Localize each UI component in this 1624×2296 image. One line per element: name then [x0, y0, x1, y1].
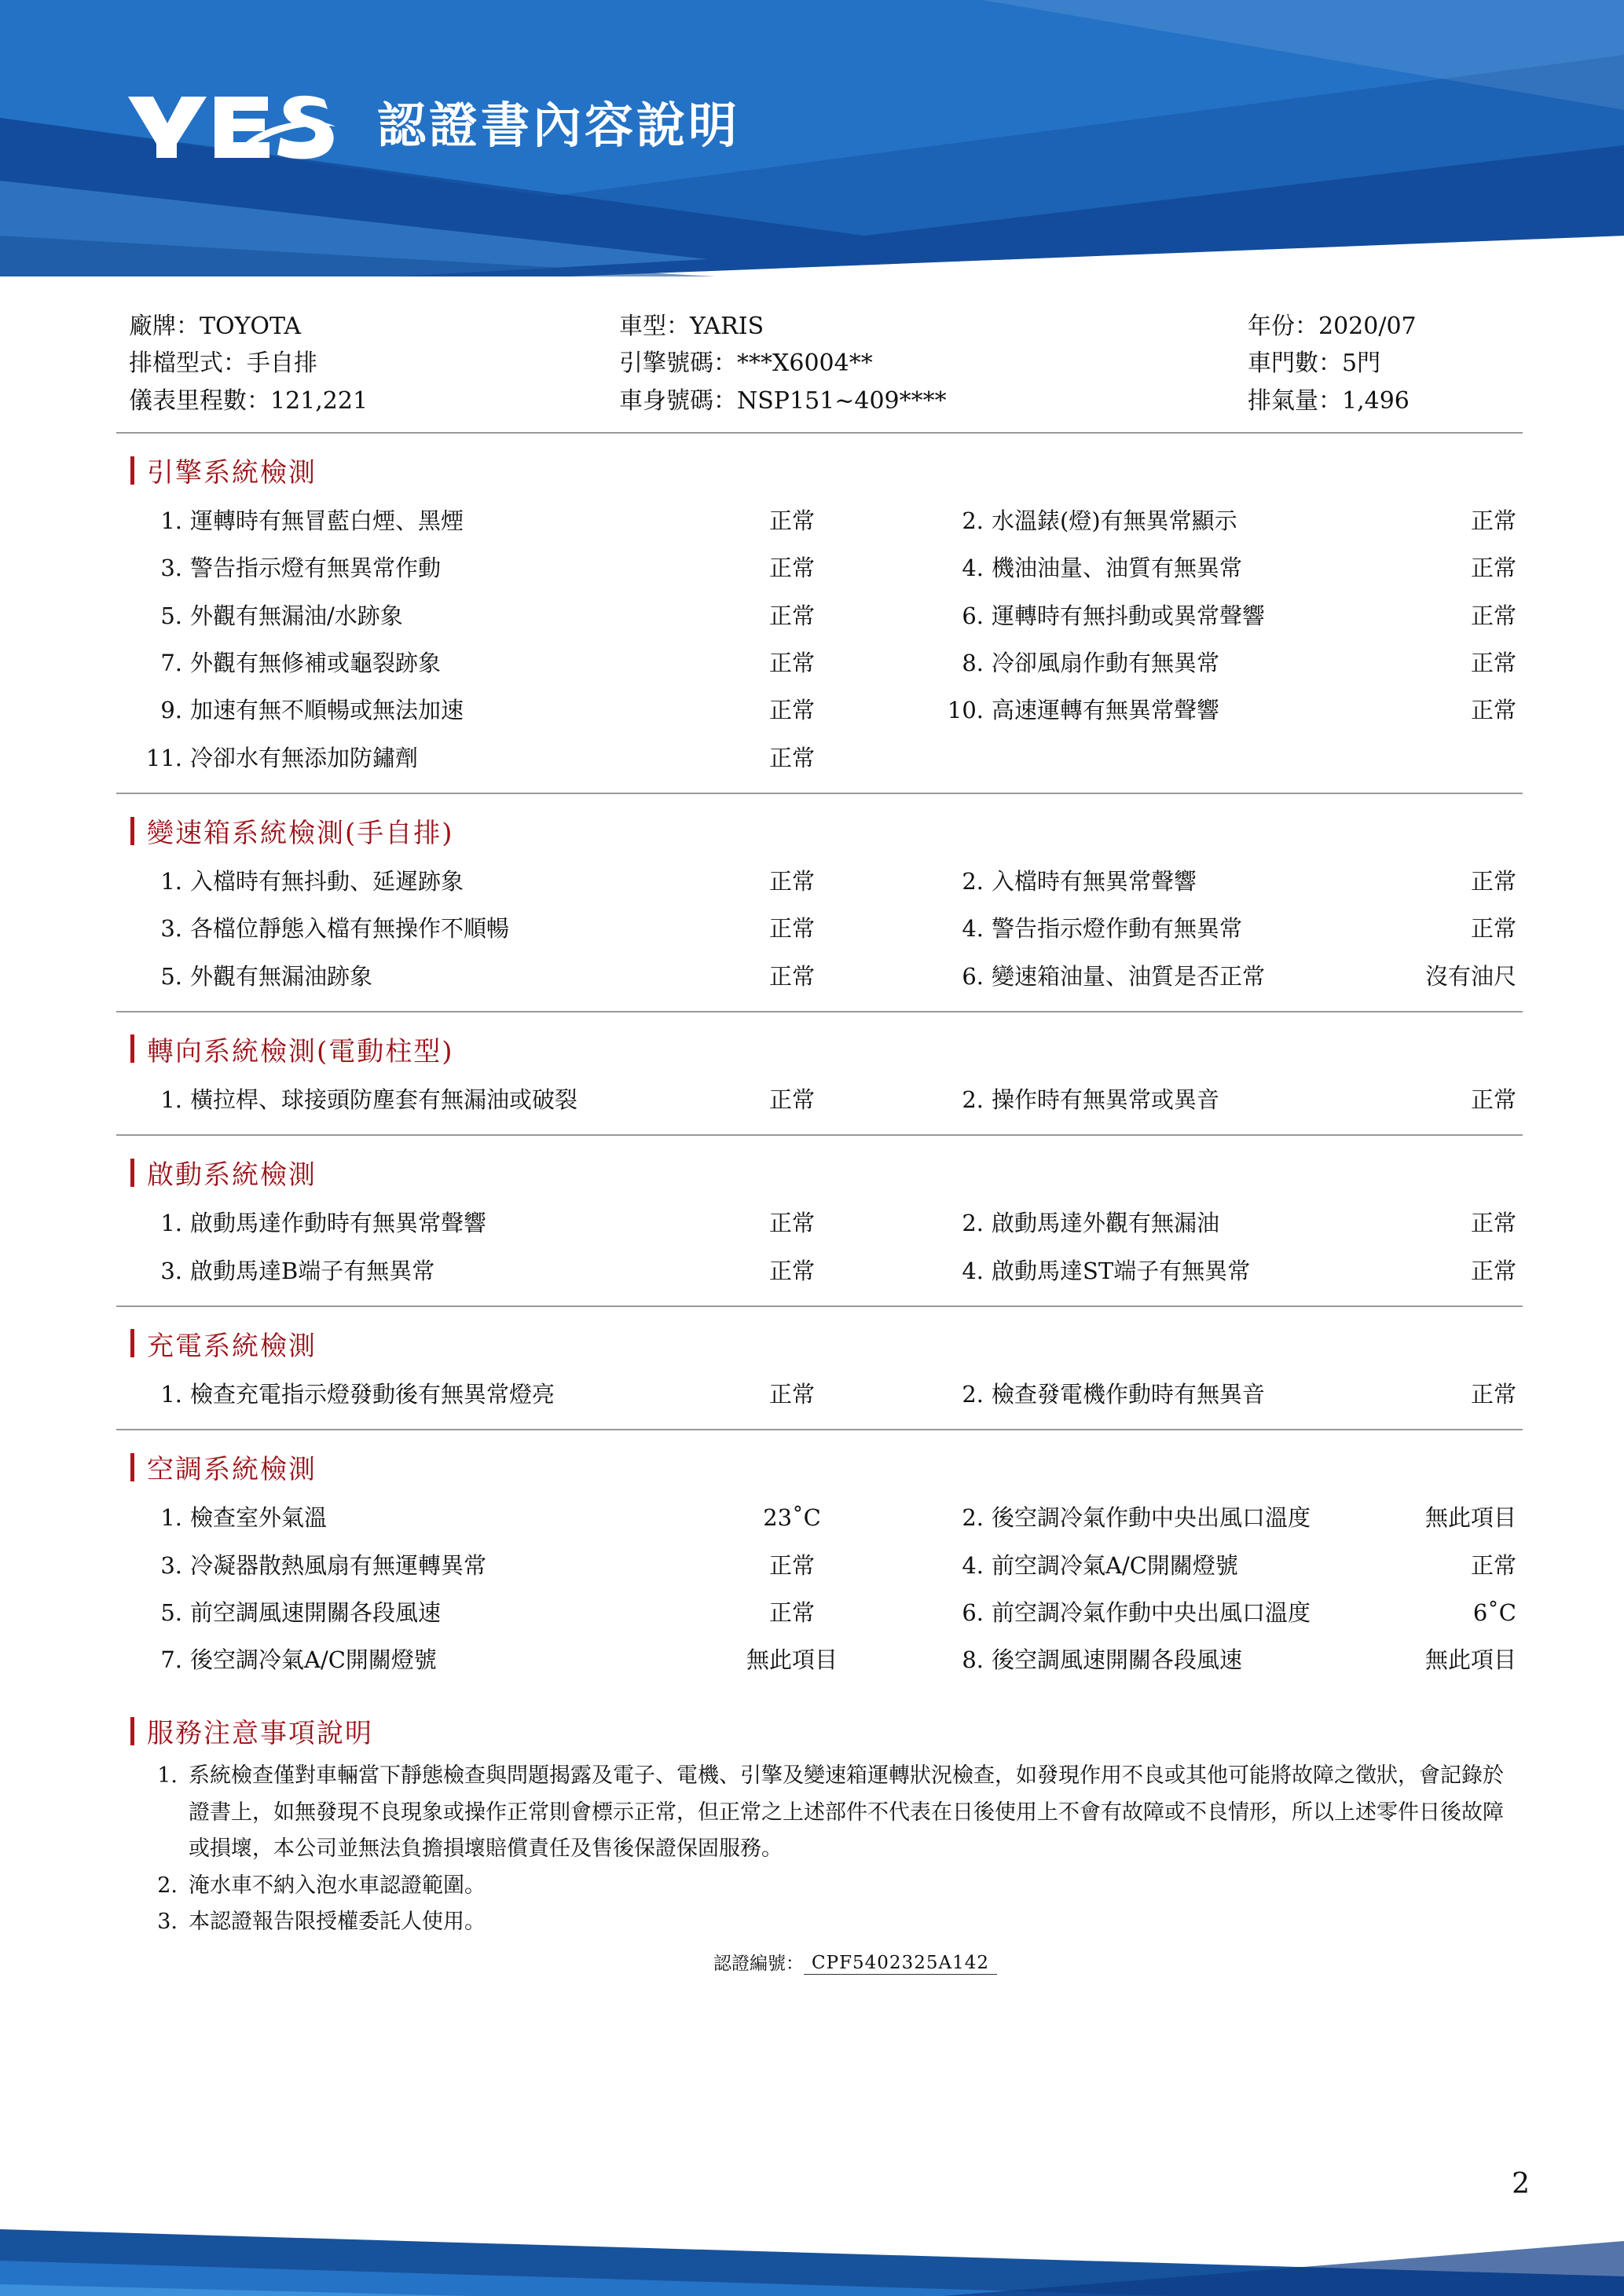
item-label: 機油油量、油質有無異常: [992, 555, 1243, 582]
section-accent-bar: [130, 817, 134, 845]
note-text: 系統檢查僅對車輛當下靜態檢查與問題揭露及電子、電機、引擎及變速箱運轉狀況檢查，如發現作用不良或其他可能將故障之徵狀，會記錄於證書上，如無發現不良現象或操作正常則會標示正常，但正常之上述部件不代表在日後使用上不會有故障或不良情形，所以上述零件日後故障或損壞，本公司並無法負擔損壞賠償責任及售後保證保固服務。: [189, 1763, 1504, 1862]
inspection-sections: [116, 451, 1523, 1694]
note-number: 1.: [157, 1763, 178, 1789]
inspection-section: [116, 1030, 1523, 1136]
certificate-number-label: 認證編號：: [713, 1953, 804, 1974]
item-result: 正常: [1470, 1551, 1516, 1579]
section-title-row: [130, 1153, 1523, 1192]
inspection-item: [871, 953, 1523, 1000]
item-label: 警告指示燈有無異常作動: [190, 555, 442, 582]
item-number: 7.: [160, 1646, 182, 1674]
item-number: 2.: [962, 1504, 984, 1532]
vehicle-info-displacement: 排氣量：1,496: [1248, 386, 1410, 415]
inspection-item: [871, 858, 1523, 905]
item-label: 啟動馬達ST端子有無異常: [992, 1257, 1251, 1284]
item-result: 正常: [768, 650, 815, 677]
section-accent-bar: [130, 456, 134, 485]
section-title-row: [130, 1448, 1523, 1486]
inspection-item: [871, 639, 1523, 687]
note-text: 淹水車不納入泡水車認證範圍。: [189, 1873, 486, 1898]
item-number: 9.: [160, 697, 182, 724]
item-number: 1.: [160, 507, 182, 535]
section-title-row: [130, 1030, 1523, 1068]
service-notes-section: [116, 1712, 1523, 1982]
item-number: 2.: [962, 1086, 984, 1113]
vehicle-info-brand: 廠牌：TOYOTA: [129, 313, 302, 340]
vehicle-info-column-1: [116, 308, 619, 419]
inspection-item: [116, 1494, 871, 1541]
header-title: 認證書內容說明: [377, 97, 741, 154]
certificate-number-value: CPF5402325A142: [804, 1953, 997, 1975]
item-result: 正常: [768, 555, 815, 582]
item-label: 警告指示燈作動有無異常: [992, 915, 1243, 943]
inspection-item: [116, 544, 871, 591]
inspection-item: [871, 1636, 1523, 1683]
item-label: 後空調風速開關各段風速: [992, 1646, 1243, 1674]
vehicle-info-mileage: 儀表里程數：121,221: [129, 386, 368, 415]
section-title: 啟動系統檢測: [147, 1159, 317, 1192]
item-label: 前空調冷氣A/C開關燈號: [992, 1551, 1238, 1579]
inspection-item: [871, 1371, 1523, 1418]
item-label: 檢查室外氣溫: [190, 1504, 328, 1532]
inspection-row: [116, 858, 1523, 905]
item-number: 4.: [962, 1551, 984, 1579]
item-label: 入檔時有無異常聲響: [992, 868, 1197, 895]
item-result: 正常: [768, 1380, 815, 1408]
item-number: 3.: [160, 1551, 182, 1579]
inspection-row: [116, 1076, 1523, 1123]
inspection-item: [871, 592, 1523, 639]
section-items: [116, 1076, 1523, 1123]
vehicle-info-doors: 車門數：5門: [1248, 350, 1381, 378]
inspection-row: [116, 1542, 1523, 1589]
item-label: 高速運轉有無異常聲響: [992, 697, 1220, 724]
item-number: 2.: [962, 1380, 984, 1408]
item-label: 前空調風速開關各段風速: [190, 1598, 442, 1626]
section-title: 引擎系統檢測: [147, 457, 317, 489]
item-number: 5.: [160, 1598, 182, 1626]
inspection-row: [116, 497, 1523, 544]
inspection-item: [116, 1542, 871, 1589]
inspection-row: [116, 905, 1523, 952]
service-notes-title-row: [130, 1712, 1523, 1750]
inspection-item: [871, 497, 1523, 544]
certificate-number-row: [713, 1949, 1523, 1975]
item-number: 4.: [962, 915, 984, 943]
item-number: 3.: [160, 1257, 182, 1284]
inspection-item: [116, 687, 871, 734]
item-label: 啟動馬達外觀有無漏油: [992, 1210, 1220, 1237]
item-label: 冷卻風扇作動有無異常: [992, 650, 1220, 677]
section-accent-bar: [130, 1717, 134, 1745]
section-accent-bar: [130, 1453, 134, 1481]
vehicle-info-column-2: [619, 308, 1248, 419]
section-accent-bar: [130, 1329, 134, 1357]
inspection-item: [871, 1076, 1523, 1123]
item-label: 啟動馬達B端子有無異常: [190, 1257, 435, 1284]
inspection-item: [116, 953, 871, 1000]
item-result: 正常: [768, 602, 815, 629]
section-items: [116, 1494, 1523, 1683]
item-number: 8.: [962, 650, 984, 677]
note-number: 2.: [157, 1873, 178, 1898]
item-result: 正常: [1470, 650, 1516, 677]
item-label: 水溫錶(燈)有無異常顯示: [992, 507, 1237, 535]
vehicle-info-block: [116, 308, 1523, 434]
inspection-item: [116, 592, 871, 639]
inspection-item: [871, 1589, 1523, 1636]
item-number: 2.: [962, 507, 984, 535]
inspection-item: [871, 1542, 1523, 1589]
service-notes-list: [116, 1758, 1523, 1940]
item-result: 無此項目: [1424, 1504, 1516, 1532]
item-number: 11.: [145, 744, 182, 771]
item-result: 正常: [1470, 868, 1516, 895]
item-number: 1.: [160, 1504, 182, 1532]
inspection-row: [116, 1589, 1523, 1636]
item-number: 3.: [160, 915, 182, 943]
yes-logo-icon: [122, 82, 342, 169]
item-label: 各檔位靜態入檔有無操作不順暢: [190, 915, 510, 943]
item-result: 6˚C: [1472, 1598, 1516, 1626]
inspection-item: [116, 1076, 871, 1123]
item-result: 正常: [768, 697, 815, 724]
inspection-section: [116, 1448, 1523, 1694]
item-result: 正常: [1470, 1210, 1516, 1237]
inspection-item: [116, 497, 871, 544]
inspection-item: [116, 1247, 871, 1294]
item-result: 正常: [768, 1598, 815, 1626]
item-result: 正常: [768, 507, 815, 535]
vehicle-info-engine-number: 引擎號碼：***X6004**: [619, 350, 873, 378]
service-notes-title: 服務注意事項說明: [147, 1718, 373, 1750]
item-result: 正常: [768, 962, 815, 990]
item-result: 無此項目: [1424, 1646, 1516, 1674]
note-number: 3.: [157, 1910, 178, 1935]
item-label: 冷卻水有無添加防鏽劑: [190, 744, 419, 771]
page-number: 2: [1512, 2168, 1530, 2200]
item-result: 正常: [1470, 507, 1516, 535]
item-label: 檢查充電指示燈發動後有無異常燈亮: [190, 1380, 555, 1408]
section-items: [116, 1199, 1523, 1294]
item-number: 2.: [962, 868, 984, 895]
item-number: 5.: [160, 602, 182, 629]
vehicle-info-year: 年份：2020/07: [1248, 313, 1417, 340]
section-title: 變速箱系統檢測(手自排): [147, 818, 454, 850]
inspection-item: [116, 1371, 871, 1418]
item-result: 沒有油尺: [1424, 962, 1516, 990]
item-result: 正常: [768, 915, 815, 943]
item-result: 正常: [1470, 697, 1516, 724]
item-number: 1.: [160, 1086, 182, 1113]
vehicle-info-column-3: [1248, 308, 1523, 419]
item-label: 後空調冷氣作動中央出風口溫度: [992, 1504, 1311, 1532]
item-result: 正常: [1470, 555, 1516, 582]
item-number: 6.: [962, 1598, 984, 1626]
item-number: 7.: [160, 650, 182, 677]
section-title: 空調系統檢測: [147, 1454, 317, 1486]
item-result: 正常: [768, 1257, 815, 1284]
inspection-item: [871, 687, 1523, 734]
inspection-section: [116, 1153, 1523, 1307]
service-note: [145, 1758, 1523, 1867]
item-result: 正常: [768, 1210, 815, 1237]
section-title: 充電系統檢測: [147, 1330, 317, 1362]
section-accent-bar: [130, 1159, 134, 1187]
item-number: 5.: [160, 962, 182, 990]
inspection-item: [116, 858, 871, 905]
inspection-item: [116, 905, 871, 952]
item-number: 1.: [160, 1380, 182, 1408]
item-number: 1.: [160, 1210, 182, 1237]
item-label: 啟動馬達作動時有無異常聲響: [190, 1210, 487, 1237]
inspection-item: [116, 1589, 871, 1636]
section-items: [116, 497, 1523, 782]
item-number: 6.: [962, 602, 984, 629]
inspection-item: [871, 544, 1523, 591]
inspection-item: [116, 639, 871, 687]
inspection-row: [116, 1636, 1523, 1683]
item-label: 外觀有無修補或龜裂跡象: [190, 650, 442, 677]
page-header: [0, 0, 1624, 298]
item-label: 操作時有無異常或異音: [992, 1086, 1220, 1113]
document-body: [116, 308, 1523, 1983]
item-result: 23˚C: [763, 1504, 821, 1532]
inspection-section: [116, 1324, 1523, 1430]
inspection-item: [871, 1199, 1523, 1247]
item-number: 2.: [962, 1210, 984, 1237]
item-label: 冷凝器散熱風扇有無運轉異常: [190, 1551, 487, 1579]
inspection-row: [116, 734, 1523, 782]
item-result: 正常: [768, 744, 815, 771]
item-label: 運轉時有無抖動或異常聲響: [992, 602, 1266, 629]
item-number: 4.: [962, 1257, 984, 1284]
section-items: [116, 1371, 1523, 1418]
vehicle-info-vin: 車身號碼：NSP151~409****: [619, 386, 947, 415]
inspection-row: [116, 953, 1523, 1000]
item-label: 入檔時有無抖動、延遲跡象: [190, 868, 464, 895]
inspection-item: [116, 1199, 871, 1247]
service-note: [145, 1868, 1523, 1904]
inspection-row: [116, 1494, 1523, 1541]
item-label: 外觀有無漏油/水跡象: [190, 602, 403, 629]
item-number: 10.: [947, 697, 984, 724]
vehicle-info-model: 車型：YARIS: [619, 313, 764, 340]
item-result: 正常: [1470, 602, 1516, 629]
item-number: 4.: [962, 555, 984, 582]
inspection-item: [871, 734, 1523, 782]
inspection-row: [116, 1199, 1523, 1247]
inspection-row: [116, 687, 1523, 734]
inspection-row: [116, 639, 1523, 687]
item-result: 正常: [1470, 915, 1516, 943]
inspection-section: [116, 451, 1523, 794]
inspection-row: [116, 592, 1523, 639]
item-label: 運轉時有無冒藍白煙、黑煙: [190, 507, 464, 535]
item-result: 正常: [768, 868, 815, 895]
section-title-row: [130, 1324, 1523, 1363]
item-label: 加速有無不順暢或無法加速: [190, 697, 464, 724]
item-label: 變速箱油量、油質是否正常: [992, 962, 1266, 990]
item-result: 正常: [1470, 1086, 1516, 1113]
inspection-item: [871, 1247, 1523, 1294]
item-result: 正常: [1470, 1257, 1516, 1284]
item-label: 後空調冷氣A/C開關燈號: [190, 1646, 437, 1674]
page-footer-decoration: [0, 2166, 1624, 2296]
inspection-row: [116, 544, 1523, 591]
item-number: 3.: [160, 555, 182, 582]
item-label: 檢查發電機作動時有無異音: [992, 1380, 1266, 1408]
item-result: 正常: [768, 1086, 815, 1113]
section-title-row: [130, 451, 1523, 489]
inspection-item: [871, 905, 1523, 952]
inspection-item: [116, 1636, 871, 1683]
item-result: 正常: [1470, 1380, 1516, 1408]
inspection-row: [116, 1247, 1523, 1294]
item-label: 外觀有無漏油跡象: [190, 962, 373, 990]
item-number: 8.: [962, 1646, 984, 1674]
inspection-item: [871, 1494, 1523, 1541]
item-number: 1.: [160, 868, 182, 895]
item-label: 前空調冷氣作動中央出風口溫度: [992, 1598, 1311, 1626]
service-note: [145, 1904, 1523, 1940]
section-accent-bar: [130, 1034, 134, 1063]
inspection-row: [116, 1371, 1523, 1418]
section-title-row: [130, 811, 1523, 850]
section-items: [116, 858, 1523, 1000]
item-label: 橫拉桿、球接頭防塵套有無漏油或破裂: [190, 1086, 578, 1113]
vehicle-info-transmission: 排檔型式：手自排: [129, 350, 317, 378]
section-title: 轉向系統檢測(電動柱型): [147, 1035, 454, 1067]
item-result: 正常: [768, 1551, 815, 1579]
item-number: 6.: [962, 962, 984, 990]
note-text: 本認證報告限授權委託人使用。: [189, 1910, 486, 1935]
inspection-section: [116, 811, 1523, 1013]
inspection-item: [116, 734, 871, 782]
item-result: 無此項目: [746, 1646, 838, 1674]
